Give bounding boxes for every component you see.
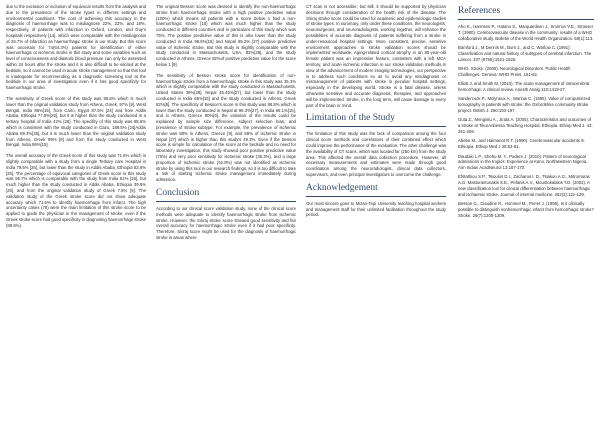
body-paragraph: The limitation of this study was the lack of comparison among the four clinical score methods and correlations of their combined effect which could improve the performance of the evaluation. The other challenge was the availability of CT scans, which was located far (250 km) from the study area. This affected the overall data collection procedure. However, all necessary measurements and estimates were made through good coordination among the neuroradiologist, clinical data collectors, supervisors, and even principal investigators to overcome the challenge. <box>306 131 446 177</box>
body-paragraph: The sensitivity of Greek score of this study was 58.8% which is much lower than the original validation study from Athens, Greek, 97% [9], West Bengal, India 86%[15], from Cairo, Egypt 87.5% [24] and from Addis Ababa, Ethiopia 77.8%[25], but it is higher than the study conducted in a tertiary hospital of India 42% [26]. The specifity of this study was 88.5% which is consistent with the study conducted in Cairo, 189.5% [24]Addis Ababa 89.3%[25], but it is much lower than the original validation study from Athens, Greek 99% [9] and from the study conducted in West Bengal, India 99%[15]. <box>6 95 146 148</box>
reference-item: Bamford J., M Dennis M., Burn J., and C. Warlow C. (1991): Classification and natural history of subtypes of cerebral infarction. The Lancet. 337 (8756):1521-1526. <box>458 44 592 62</box>
body-paragraph: CT scan is not accessible; but still, it should be supported by physician decisions through consideration of the health risk of the disease. The Siriraj stroke score could be used for academic and epidemiologic studies of stroke types. In summary, only under these conditions, the neurologists, neurosurgeons, and neuroradiologists, working together, will enhance the possibilities of accurate diagnosis of patients suffering from a stroke in under-resourced hospital settings. More consistent, precise, sensitive environment approaches to stroke validation scores should be implemented worldwide. Aging-related cortical atrophy in an 85-year-old female patient was an impressive feature, consistent with a left MCA territory, and acute ischemic infarction in our stroke validation methods.In view of the advancement of modern imaging technologies, our perspective is to address such conditions so as to avoid any misdiagnosis or mismanagement of patients with stroke in peculiar hospital settings, especially in the developing world. Stroke is a fatal disease, unless otherwise sensitive and accurate diagnosis, therapies, and approaches will be implemented. Stroke, in the long term, will cause damage to every part of the brain or mind. <box>306 4 446 108</box>
section-heading-limitation: Limitation of the Study <box>306 113 446 127</box>
reference-item: Aho K., Harmsen P., Hatano S., Marquardsen J., Smirnov V.E., Strasser T. (1980). Cerebrovascular disease in the community: results of a WHO collaborative study. Bulletin of the World Health Organization. 58(1):113. <box>458 24 594 41</box>
reference-item: Elliott J, and Smith M. (2010). The acute management of intracerebral hemorrhage: A clinical review. Anesth Analg.110:1419-27. <box>458 81 590 92</box>
body-paragraph: due to the exclusion or inclusion of equivocal results from the analysis and due to the prevalence of the stroke types in different settings and environmental conditions. The cost of achieving this accuracy in the diagnosis of haemorrhage was to misdiagnose 22%, 22%, and 18%, respectively, of patients with infarction in Oxford, London, and Guy's hospitals respectively [14], which were comparable with the misdiagnosis of 26.7% of infarction as haemorrhagic stroke in our study. But this score was uncertain for 74(64.3%) patients for identification of either haemorrhagic or ischemic stroke in this study and some variables such as level of consciousness and diastolic blood pressure can only be assessed within 24 hours after the stroke and it is also difficult to be elicited at the bedside, so it cannot be used in acute stroke management so that this tool is inadequate for recommending as a diagnostic screening tool at the bedside in our area of investigation even if it has good specificity for haemorrhagic stroke. <box>6 4 146 91</box>
section-heading-conclusion: Conclusion <box>156 188 296 202</box>
reference-item: Besson G., Claudine R., Hommel M., Perret J. (1995). Is it clinically possible to distinguish nonhemorrhagic infarct from hemorrhagic stroke? Stroke. 26(7):1205-1209. <box>458 201 594 218</box>
reference-item: Efstathiou S.P., Tsioulos D.I., Zacharos I. D., Tsiakou A.G., Mitromaras A.G. Mastorantonakis S.E., Pefanis A.V., Mountokalakis T.D. (2002). A new classification tool for clinical differentiation between haemorrhagic and ischaemic stroke. Journal of internal medicine. 252(2):121-129. <box>458 174 591 197</box>
body-paragraph: Our most sincere goes to Mizan-Tepi University teaching hospital workers and management staff for their unlimited facilitation throughout the study period. <box>306 200 446 218</box>
body-paragraph: The sensitivity of Besson stroke score for identification of non-haemorrhagic stroke from a haemorrhagic stroke in this study was 35.3% which is slightly comparable with the study conducted in Massachusetts, United States 38%[28], Nepal 45.45%[27], but lower than the study conducted in India 65%[15] and the study conducted in Athens, Greek 82%[9]. The specificity of Besson's score in this study was 88.8% which is lower than the study conducted in Nepal at 95.3%[27], in India 96.1%[15], and in Athens, Greece 90%[9]. the variation of the results could be explained by sample size difference, subject selection bias, and prevalence of stroke subtype. For example, the prevalence of ischemic stroke was 88% in Athens, Greece [9], and 58% of ischemic stroke in Nepal [27] which is higher than this study's 49.3%. Even if the Besson score is simple for calculation of the score at the bedside and no need for laboratory investigation, this study showed poor positive predictive value (75%) and very poor sensitivity for ischemic stroke (35.3%), and a large proportion of ischemic stroke (52.9%) was not identified as ischemic stroke by using this tool in our research findings, so it is too difficult to take a risk of starting ischemic stroke management immediately during admission. <box>156 72 296 183</box>
body-paragraph: According to our clinical score validation study, none of the clinical score methods were adequate to identify haemorrhagic stroke from ischemic stroke. However, the Siriraj stroke score showed good sensitivity and fair overall accuracy for haemorrhagic stroke even if it had poor specificity. Therefore, Siriraj score might be used for the diagnosis of haemorrhagic stroke in areas where <box>156 205 296 240</box>
reference-list <box>458 24 594 219</box>
reference-item: Guta Z., Mengistu A., Jirata A. (2005): Characteristics and outcomes of a stroke at TikurAnbessa Teaching Hospital, Ethiopia. Ethiop Med J. 43: 251-259. <box>458 117 593 134</box>
text-column-3 <box>306 0 446 424</box>
reference-item: Daudaki L.P., Shehu M. Y., Padere J. (2010): Pattern of neurological admissions in the tropics: Experience at Kano, Northwestern Nigeria. Ann Indian AcadNeurol 13:167-170. <box>458 153 588 171</box>
reference-item: WHO, Stroke. (2006). Neurological Disorders. Public Health Challenges. Geneva: WHO Press. 151-62. <box>458 65 571 77</box>
references-column <box>458 0 594 424</box>
section-heading-references: References <box>458 6 594 20</box>
text-column-1 <box>6 0 146 424</box>
body-paragraph: The original Besson score was devised to identify the non-haemorrhagic stroke from haemorrhagic stroke with a high positive predictive value (100%) which means all patients with a score below 1 had a non-haemorrhagic stroke [10] which was much higher than the study conducted in different countries and in particulars of this study which was 75%. The positive predictive value of this is also lower than the study conducted in India 98.6%[15] and Nepal 95.2% [27] positive predictive value of ischemic stroke. But this study is slightly comparable with the study conducted in Massachusetts, USA, 82%[28], and the study conducted in Athens, Greece 82%of positive predictive value for the score below 1 [9]. <box>156 4 296 67</box>
section-heading-acknowledgement: Acknowledgement <box>306 183 446 197</box>
reference-item: Abebe M., and Haimanot R.T. (1990). Cerebrovascular accidents in Ethiopia. Ethiop Med J 28:53-61. <box>458 138 585 150</box>
body-paragraph: The overall accuracy of the Greek score of this study was 71.6% which is slightly comparable with a study from a single Tertiary care Hospital in India 79.5% [26], but lower than the study in Addis Ababa, Ethiopia 83.6%[25]. The percentage of equivocal categories of Greek score in this study was 55.7% which is comparable with the study from India 51% [26], but much higher than the study conducted in Addis Ababa, Ethiopia 39.6% [25], and from the original validation study of Greek 7.8% [9]. The validation study of the Greek stroke score did not show adequate accuracy which 71.6% to identify haemorrhage from infarct. The high uncertainty cases (78) were the main limitation of this stroke score to be applied to guide the physician in the management of stroke, even if the Greek stroke score had good specificity in diagnosing haemorrhage stroke (88.5%). <box>6 153 146 228</box>
text-column-2 <box>156 0 296 424</box>
reference-item: Sandercock P., Molyneux A., Warlow C. (1985). Value of computerized tomography in patients with stroke: the Oxfordshire community stroke project. British J. 290:193-197. <box>458 96 591 113</box>
